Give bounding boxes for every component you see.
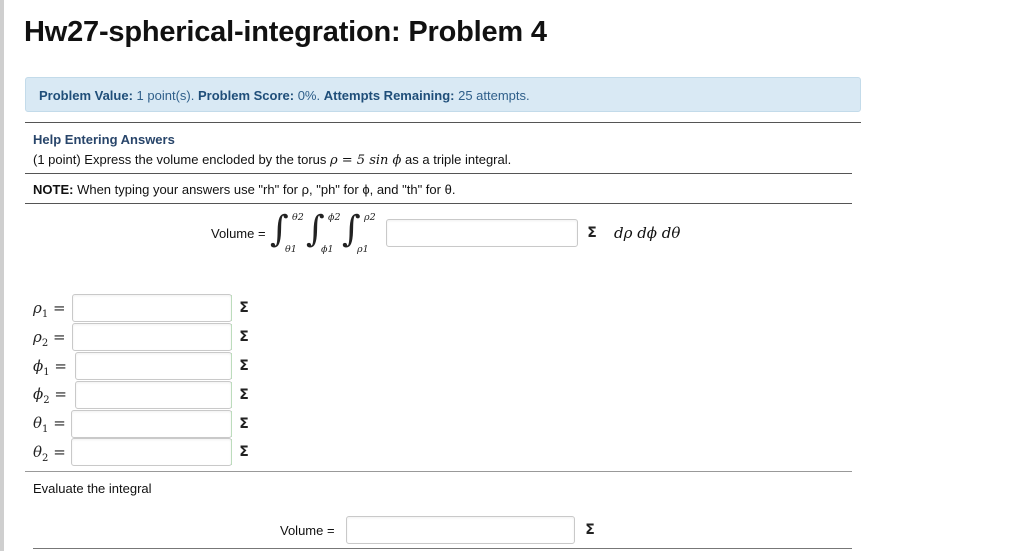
problem-value: 1 point(s).: [136, 88, 195, 103]
problem-score: 0%.: [297, 88, 321, 103]
integrand-input[interactable]: [386, 219, 578, 247]
problem-score-label: Problem Score:: [197, 88, 295, 103]
volume-label: Volume =: [211, 226, 266, 241]
problem-info-banner: [25, 77, 861, 112]
equation-editor-icon[interactable]: Σ: [239, 416, 249, 432]
phi1-input[interactable]: [75, 352, 232, 380]
rho2-label: $\rho_2$ =: [33, 328, 66, 349]
problem-prefix: (1 point) Express the volume encloded by the torus: [33, 152, 330, 167]
evaluate-label: Evaluate the integral: [33, 481, 152, 496]
note-label: NOTE:: [33, 182, 74, 197]
equation-editor-icon[interactable]: Σ: [239, 329, 249, 345]
help-entering-answers-link[interactable]: Help Entering Answers: [33, 132, 175, 147]
rho1-input[interactable]: [72, 294, 232, 322]
volume-label-2: Volume =: [280, 523, 335, 538]
integral-sign-rho: ∫: [342, 209, 361, 250]
equation-editor-icon[interactable]: Σ: [239, 358, 249, 374]
divider: [25, 173, 852, 174]
theta1-input[interactable]: [71, 410, 232, 438]
divider: [25, 122, 861, 123]
integral-sign-phi: ∫: [306, 209, 325, 250]
theta2-label: $\theta_2$ =: [33, 443, 66, 464]
divider: [25, 471, 852, 472]
page-title: Hw27-spherical-integration: Problem 4: [24, 16, 547, 48]
left-edge: [0, 0, 4, 551]
divider: [25, 203, 852, 204]
integral-sign-theta: ∫: [270, 209, 289, 250]
equation-editor-icon[interactable]: Σ: [239, 387, 249, 403]
attempts-label: Attempts Remaining:: [323, 88, 455, 103]
rho-upper-limit: ρ2: [364, 212, 376, 223]
equation-editor-icon[interactable]: Σ: [239, 300, 249, 316]
phi1-label: $\phi_1$ =: [33, 357, 67, 378]
problem-suffix: as a triple integral.: [401, 152, 512, 167]
theta1-label: $\theta_1$ =: [33, 414, 66, 435]
rho-lower-limit: ρ1: [357, 244, 369, 255]
equation-editor-icon[interactable]: Σ: [239, 444, 249, 460]
equation-editor-icon[interactable]: Σ: [585, 522, 595, 538]
note-text: When typing your answers use "rh" for ρ, "ph" for ϕ, and "th" for θ.: [73, 182, 456, 197]
phi-upper-limit: ϕ2: [328, 212, 341, 223]
rho1-label: $\rho_1$ =: [33, 299, 66, 320]
differential: dρ dϕ dθ: [614, 224, 681, 242]
phi2-input[interactable]: [75, 381, 232, 409]
attempts-remaining: 25 attempts.: [458, 88, 530, 103]
phi-lower-limit: ϕ1: [321, 244, 334, 255]
equation-editor-icon[interactable]: Σ: [587, 225, 597, 241]
divider: [33, 548, 852, 549]
problem-value-label: Problem Value:: [39, 88, 133, 103]
volume-answer-input[interactable]: [346, 516, 575, 544]
theta2-input[interactable]: [71, 438, 232, 466]
problem-statement: [33, 152, 511, 168]
rho2-input[interactable]: [72, 323, 232, 351]
note: [33, 182, 455, 197]
torus-equation: ρ = 5 sin ϕ: [330, 153, 402, 168]
theta-upper-limit: θ2: [292, 212, 304, 223]
theta-lower-limit: θ1: [285, 244, 297, 255]
phi2-label: $\phi_2$ =: [33, 385, 67, 406]
